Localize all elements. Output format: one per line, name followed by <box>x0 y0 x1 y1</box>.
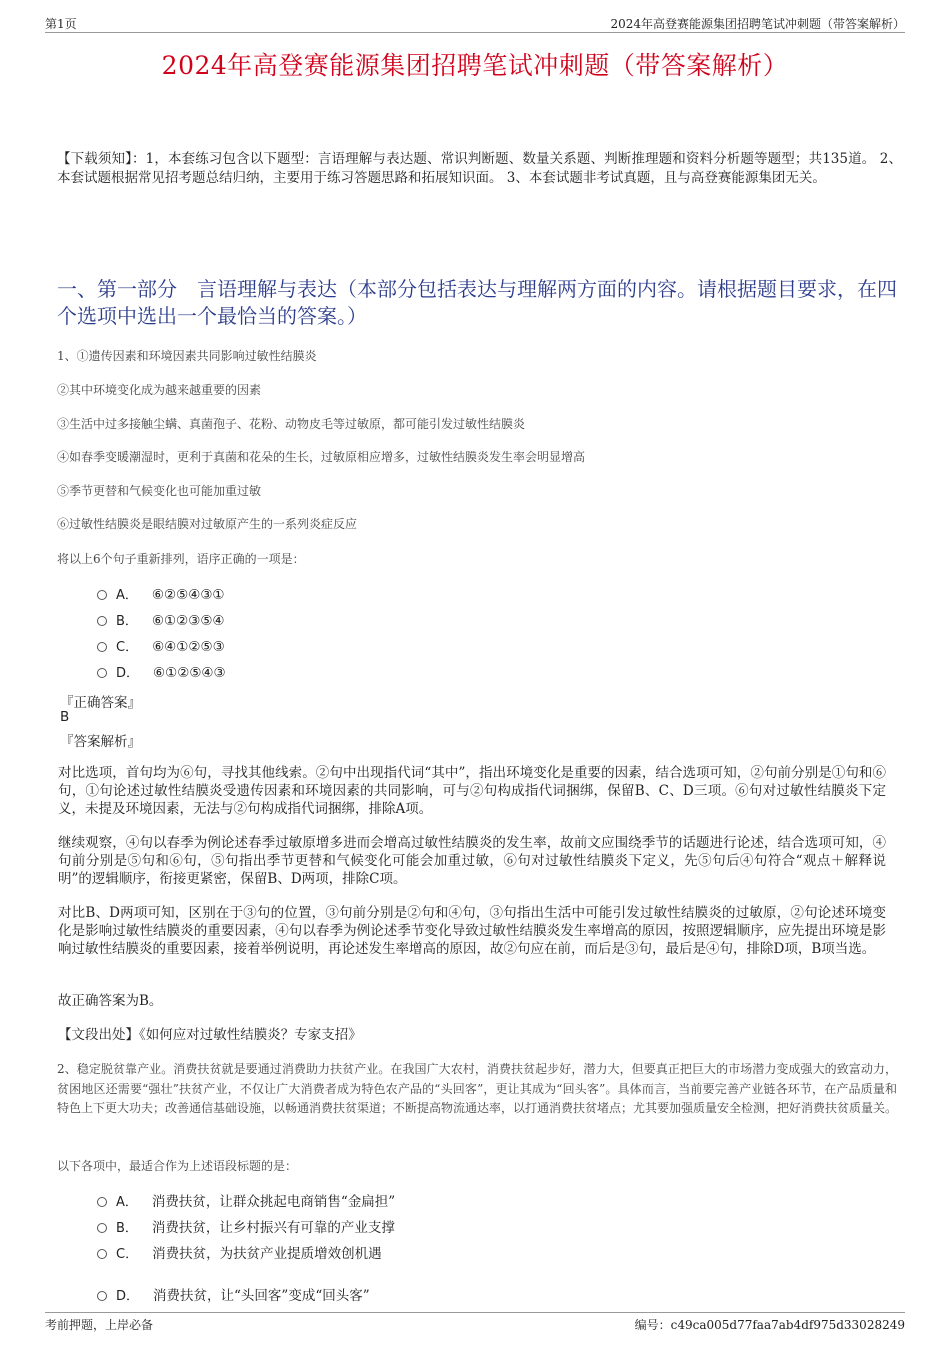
document-id: 编号：c49ca005d77faa7ab4df975d33028249 <box>634 1318 905 1332</box>
option-letter: C． <box>116 640 139 655</box>
option-text: ⑥①②⑤④③ <box>153 665 226 681</box>
q1-option-b[interactable] <box>97 610 225 629</box>
section-heading: 一、第一部分 言语理解与表达（本部分包括表达与理解两方面的内容。请根据题目要求，在四个选项中选出一个最恰当的答案。） <box>57 277 897 328</box>
analysis-paragraph-2: 继续观察，④句以春季为例论述春季过敏原增多进而会增高过敏性结膜炎的发生率，故前文应围绕季节的话题进行论述，结合选项可知，④句前分别是⑤句和⑥句，⑤句指出季节更替和气候变化可能会加重过敏，⑥句对过敏性结膜炎下定义，先⑤句后④句符合“观点＋解释说明”的逻辑顺序，衔接更紧密，保留B、D两项，排除C项。 <box>58 835 886 887</box>
radio-icon[interactable] <box>97 590 107 600</box>
option-text: ⑥①②③⑤④ <box>151 613 225 629</box>
option-letter: A． <box>116 1195 138 1210</box>
q1-option-a[interactable] <box>97 584 225 603</box>
option-text: 消费扶贫，让群众挑起电商销售“金扁担” <box>151 1194 396 1210</box>
q2-passage: 2、稳定脱贫靠产业。消费扶贫就是要通过消费助力扶贫产业。在我国广大农村，消费扶贫起步好，潜力大，但要真正把巨大的市场潜力变成强大的致富动力，贫困地区还需要“强壮”扶贫产业，不仅让广大消费者成为特色农产品的“头回客”，更让其成为“回头客”。具体而言，当前要完善产业链各环节，在产品质量和特色上下更大功夫；改善通信基础设施，以畅通消费扶贫渠道；不断提高物流通达率，以打通消费扶贫堵点；尤其要加强质量安全检测，把好消费扶贫质量关。 <box>57 1062 898 1115</box>
option-text: ⑥④①②⑤③ <box>152 639 225 655</box>
q2-option-c[interactable] <box>97 1242 382 1262</box>
radio-icon[interactable] <box>97 1249 107 1259</box>
q1-option-c[interactable] <box>97 636 225 655</box>
radio-icon[interactable] <box>97 1291 107 1301</box>
option-text: 消费扶贫，让乡村振兴有可靠的产业支撑 <box>151 1220 395 1236</box>
option-letter: B． <box>116 614 138 629</box>
q2-prompt: 以下各项中，最适合作为上述语段标题的是： <box>57 1159 298 1173</box>
q1-sentence-3: ③生活中过多接触尘螨、真菌孢子、花粉、动物皮毛等过敏原，都可能引发过敏性结膜炎 <box>57 417 526 431</box>
radio-icon[interactable] <box>97 1197 107 1207</box>
q2-option-a[interactable] <box>97 1190 395 1210</box>
q1-option-d[interactable] <box>97 662 226 681</box>
q2-option-b[interactable] <box>97 1216 395 1236</box>
page-footer <box>45 1312 905 1331</box>
q1-prompt: 将以上6个句子重新排列，语序正确的一项是： <box>57 552 305 566</box>
radio-icon[interactable] <box>97 668 107 678</box>
page-title: 2024年高登赛能源集团招聘笔试冲刺题（带答案解析） <box>161 51 789 80</box>
option-letter: A． <box>116 588 138 603</box>
option-letter: C． <box>116 1247 139 1262</box>
footer-slogan: 考前押题，上岸必备 <box>45 1318 154 1332</box>
option-text: ⑥②⑤④③① <box>151 587 225 603</box>
q1-sentence-1: 1、①遗传因素和环境因素共同影响过敏性结膜炎 <box>57 349 317 363</box>
q2-option-d[interactable] <box>97 1284 370 1304</box>
q1-sentence-4: ④如春季变暖潮湿时，更利于真菌和花朵的生长，过敏原相应增多，过敏性结膜炎发生率会明显增高 <box>57 450 586 464</box>
analysis-label: 『答案解析』 <box>60 734 141 750</box>
analysis-paragraph-1: 对比选项，首句均为⑥句，寻找其他线索。②句中出现指代词“其中”，指出环境变化是重要的因素，结合选项可知，②句前分别是①句和⑥句，①句论述过敏性结膜炎受遗传因素和环境因素的共同影响，可与②句构成指代词捆绑，保留B、C、D三项。⑥句对过敏性结膜炎下定义，未提及环境因素，无法与②句构成指代词捆绑，排除A项。 <box>58 765 886 817</box>
option-text: 消费扶贫，为扶贫产业提质增效创机遇 <box>152 1246 382 1262</box>
analysis-conclusion: 故正确答案为B。 <box>58 993 163 1009</box>
option-letter: D． <box>116 666 140 681</box>
radio-icon[interactable] <box>97 1223 107 1233</box>
radio-icon[interactable] <box>97 642 107 652</box>
page-number: 第1页 <box>45 17 77 31</box>
q1-sentence-5: ⑤季节更替和气候变化也可能加重过敏 <box>57 484 262 498</box>
q1-sentence-2: ②其中环境变化成为越来越重要的因素 <box>57 383 262 397</box>
option-letter: B． <box>116 1221 138 1236</box>
passage-source: 【文段出处】《如何应对过敏性结膜炎？专家支招》 <box>58 1027 362 1043</box>
header-doc-title: 2024年高登赛能源集团招聘笔试冲刺题（带答案解析） <box>610 17 905 31</box>
radio-icon[interactable] <box>97 616 107 626</box>
q1-sentence-6: ⑥过敏性结膜炎是眼结膜对过敏原产生的一系列炎症反应 <box>57 517 358 531</box>
answer-label: 『正确答案』 <box>60 695 141 711</box>
download-notice: 【下载须知】：1，本套练习包含以下题型：言语理解与表达题、常识判断题、数量关系题、判断推理题和资料分析题等题型；共135道。 2、本套试题根据常见招考题总结归纳，主要用于练习答题思路和拓展知识面。 3、本套试题非考试真题，且与高登赛能源集团无关。 <box>57 151 902 186</box>
option-letter: D． <box>116 1289 140 1304</box>
analysis-paragraph-3: 对比B、D两项可知，区别在于③句的位置，③句前分别是②句和④句，③句指出生活中可能引发过敏性结膜炎的过敏原，②句论述环境变化是影响过敏性结膜炎的重要因素，④句以春季为例论述季节变化导致过敏性结膜炎发生率增高的原因，按照逻辑顺序，应先提出环境是影响过敏性结膜炎的重要因素，接着举例说明，再论述发生率增高的原因，故②句应在前，而后是③句，最后是④句，排除D项，B项当选。 <box>58 905 886 957</box>
answer-value: B <box>60 709 70 725</box>
option-text: 消费扶贫，让“头回客”变成“回头客” <box>153 1288 370 1304</box>
page-header <box>45 14 905 33</box>
